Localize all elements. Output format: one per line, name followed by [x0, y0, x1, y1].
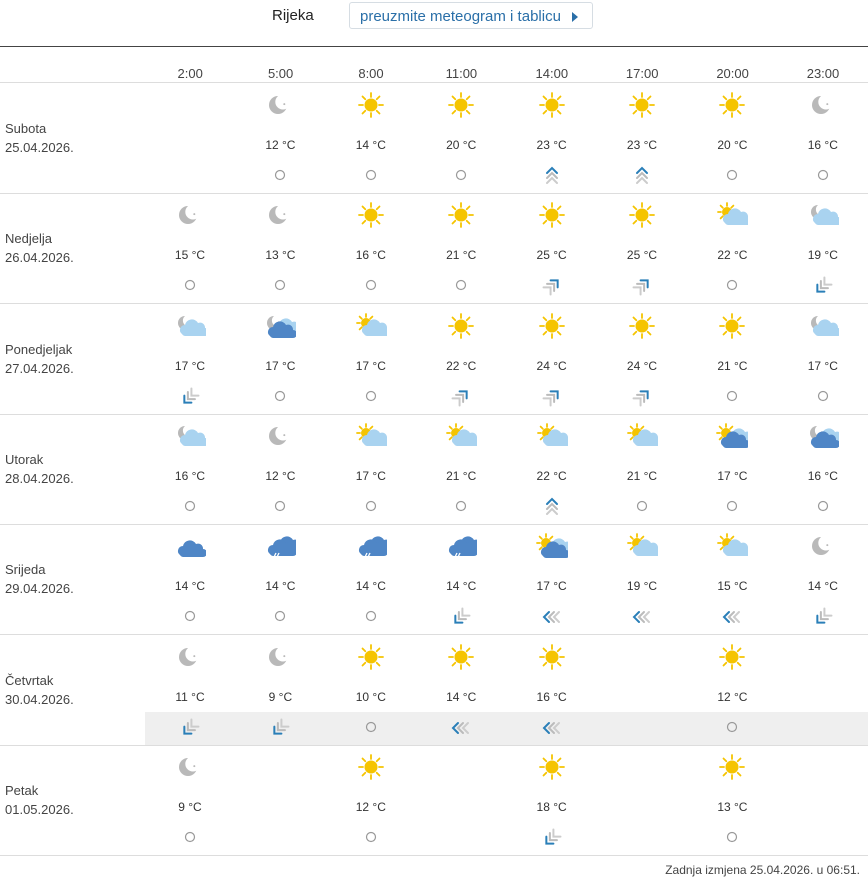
temperature: 9 °C — [268, 689, 293, 704]
wind-southwest-icon — [451, 387, 471, 407]
calm-icon — [361, 828, 381, 848]
sun-icon — [445, 643, 477, 671]
city-name: Rijeka — [272, 7, 314, 24]
forecast-cell — [507, 635, 597, 745]
moon-icon — [264, 643, 296, 671]
sun-icon — [355, 643, 387, 671]
temperature: 24 °C — [626, 358, 658, 373]
temperature: 25 °C — [536, 248, 567, 263]
forecast-cell — [145, 193, 235, 303]
calm-icon — [722, 166, 742, 186]
day-row — [0, 414, 868, 525]
hours-header — [0, 47, 868, 83]
sun-icon — [716, 91, 748, 119]
calm-icon — [270, 607, 290, 627]
sun-cloud-icon — [536, 422, 568, 450]
calm-icon — [361, 387, 381, 407]
day-date: 26.04.2026. — [5, 250, 74, 266]
calm-icon — [722, 276, 742, 296]
forecast-cell — [326, 635, 416, 745]
forecast-cell — [416, 524, 506, 634]
forecast-cell — [778, 524, 868, 634]
forecast-cell — [778, 414, 868, 524]
forecast-cell — [507, 414, 597, 524]
sun-icon — [626, 312, 658, 340]
sun-icon — [536, 643, 568, 671]
temperature: 17 °C — [355, 468, 386, 483]
temperature: 12 °C — [265, 138, 296, 152]
calm-icon — [180, 276, 200, 296]
forecast-cell — [145, 414, 235, 524]
moon-icon — [807, 532, 839, 560]
forecast-cell — [687, 304, 777, 414]
temperature: 14 °C — [446, 579, 477, 594]
wind-south-icon — [542, 166, 562, 186]
moon-icon — [174, 753, 206, 781]
sun-cloud-icon — [626, 532, 658, 560]
temperature: 16 °C — [355, 248, 386, 263]
forecast-cell — [597, 524, 687, 634]
temperature: 19 °C — [626, 579, 658, 594]
wind-south-icon — [632, 166, 652, 186]
day-name: Četvrtak — [5, 672, 54, 688]
calm-icon — [180, 828, 200, 848]
top-bar — [0, 0, 868, 47]
temperature: 21 °C — [446, 468, 477, 483]
forecast-cell — [326, 524, 416, 634]
temperature: 14 °C — [355, 138, 386, 152]
day-row — [0, 524, 868, 635]
sun-cloud-icon — [355, 312, 387, 340]
wind-southwest-icon — [632, 387, 652, 407]
temperature: 17 °C — [807, 358, 838, 373]
wind-southwest-icon — [542, 276, 562, 296]
sun-icon — [355, 91, 387, 119]
hour-label: 5:00 — [267, 66, 294, 81]
forecast-cell — [235, 304, 325, 414]
forecast-cell — [235, 83, 325, 193]
forecast-cell — [507, 193, 597, 303]
sun-icon — [536, 753, 568, 781]
calm-icon — [722, 828, 742, 848]
day-date: 25.04.2026. — [5, 140, 74, 155]
temperature: 14 °C — [265, 579, 296, 594]
sun-cloud-icon — [716, 532, 748, 560]
sun-icon — [355, 753, 387, 781]
moon-cloud-icon — [807, 312, 839, 340]
calm-icon — [180, 497, 200, 517]
sun-dark-cloud-icon — [716, 422, 748, 450]
temperature: 14 °C — [446, 689, 477, 704]
forecast-cell — [507, 83, 597, 193]
wind-east-icon — [542, 718, 562, 738]
moon-cloud-icon — [174, 422, 206, 450]
forecast-cell — [778, 83, 868, 193]
last-updated: Zadnja izmjena 25.04.2026. u 06:51. — [665, 863, 860, 877]
calm-icon — [270, 166, 290, 186]
day-date: 01.05.2026. — [5, 801, 74, 817]
wind-northeast-icon — [180, 387, 200, 407]
calm-icon — [813, 387, 833, 407]
forecast-cell — [326, 745, 416, 855]
forecast-cell — [687, 745, 777, 855]
temperature: 23 °C — [626, 138, 658, 152]
day-name: Ponedjeljak — [5, 341, 73, 357]
forecast-cell — [235, 414, 325, 524]
calm-icon — [361, 607, 381, 627]
forecast-cell — [597, 414, 687, 524]
day-name: Subota — [5, 121, 47, 136]
wind-east-icon — [542, 607, 562, 627]
forecast-cell — [687, 635, 777, 745]
day-date: 27.04.2026. — [5, 360, 74, 376]
rain-cloud-icon — [445, 532, 477, 560]
moon-icon — [174, 643, 206, 671]
day-date: 29.04.2026. — [5, 581, 74, 597]
meteogram-button[interactable] — [349, 2, 593, 29]
temperature: 17 °C — [536, 579, 567, 594]
forecast-cell — [687, 193, 777, 303]
calm-icon — [813, 497, 833, 517]
dark-cloud-icon — [174, 532, 206, 560]
sun-icon — [355, 201, 387, 229]
sun-icon — [626, 91, 658, 119]
sun-icon — [536, 201, 568, 229]
forecast-cell — [507, 524, 597, 634]
calm-icon — [361, 276, 381, 296]
calm-icon — [451, 497, 471, 517]
temperature: 10 °C — [355, 689, 386, 704]
rain-cloud-icon — [355, 532, 387, 560]
temperature: 20 °C — [717, 138, 748, 152]
calm-icon — [632, 497, 652, 517]
temperature: 20 °C — [446, 138, 477, 152]
day-row — [0, 193, 868, 304]
sun-cloud-icon — [445, 422, 477, 450]
temperature: 24 °C — [536, 358, 567, 373]
temperature: 15 °C — [717, 579, 748, 594]
caret-right-icon — [572, 12, 578, 22]
forecast-cell — [778, 304, 868, 414]
temperature: 21 °C — [626, 468, 658, 483]
rain-cloud-icon — [264, 532, 296, 560]
temperature: 22 °C — [536, 468, 567, 483]
sun-dark-cloud-icon — [536, 532, 568, 560]
temperature: 18 °C — [536, 799, 567, 814]
day-date: 28.04.2026. — [5, 470, 74, 486]
wind-southwest-icon — [542, 387, 562, 407]
temperature: 19 °C — [807, 248, 838, 263]
temperature: 13 °C — [265, 248, 296, 263]
forecast-cell — [597, 193, 687, 303]
meteogram-button-label: preuzmite meteogram i tablicu — [360, 8, 561, 25]
calm-icon — [722, 718, 742, 738]
sun-icon — [716, 643, 748, 671]
temperature: 17 °C — [355, 358, 386, 373]
day-date: 30.04.2026. — [5, 691, 74, 707]
day-name: Utorak — [5, 451, 44, 467]
temperature: 22 °C — [717, 248, 748, 263]
wind-east-icon — [722, 607, 742, 627]
moon-icon — [264, 201, 296, 229]
calm-icon — [361, 497, 381, 517]
sun-icon — [716, 312, 748, 340]
day-row — [0, 745, 868, 856]
hour-label: 14:00 — [535, 66, 569, 81]
calm-icon — [270, 387, 290, 407]
calm-icon — [361, 166, 381, 186]
forecast-cell — [597, 304, 687, 414]
forecast-cell — [416, 414, 506, 524]
day-name: Petak — [5, 782, 39, 798]
wind-northeast-icon — [813, 276, 833, 296]
temperature: 16 °C — [807, 138, 838, 152]
forecast-cell — [416, 83, 506, 193]
forecast-cell — [145, 524, 235, 634]
day-name: Nedjelja — [5, 231, 52, 247]
wind-south-icon — [542, 497, 562, 517]
temperature: 12 °C — [717, 689, 748, 704]
calm-icon — [180, 607, 200, 627]
temperature: 12 °C — [355, 799, 386, 814]
forecast-cell — [235, 524, 325, 634]
temperature: 12 °C — [265, 468, 296, 483]
forecast-cell — [416, 193, 506, 303]
sun-icon — [536, 91, 568, 119]
day-row — [0, 304, 868, 415]
wind-east-icon — [451, 718, 471, 738]
hour-label: 20:00 — [716, 66, 749, 81]
calm-icon — [722, 497, 742, 517]
temperature: 14 °C — [807, 579, 838, 594]
calm-icon — [361, 718, 381, 738]
forecast-cell — [507, 304, 597, 414]
day-row — [0, 635, 868, 746]
forecast-cell — [326, 83, 416, 193]
forecast-cell — [326, 193, 416, 303]
temperature: 13 °C — [717, 799, 748, 814]
temperature: 11 °C — [175, 689, 205, 704]
sun-icon — [536, 312, 568, 340]
calm-icon — [270, 276, 290, 296]
temperature: 21 °C — [446, 248, 477, 263]
forecast-cell — [145, 635, 235, 745]
temperature: 14 °C — [174, 579, 206, 594]
hour-label: 8:00 — [358, 66, 384, 81]
calm-icon — [451, 276, 471, 296]
forecast-cell — [416, 635, 506, 745]
sun-icon — [445, 312, 477, 340]
temperature: 17 °C — [265, 358, 296, 373]
sun-cloud-icon — [355, 422, 387, 450]
calm-icon — [451, 166, 471, 186]
wind-northeast-icon — [542, 828, 562, 848]
moon-dark-cloud-icon — [264, 312, 296, 340]
calm-icon — [813, 166, 833, 186]
temperature: 21 °C — [717, 358, 748, 373]
forecast-cell — [687, 83, 777, 193]
temperature: 17 °C — [174, 358, 206, 373]
moon-icon — [807, 91, 839, 119]
sun-icon — [716, 753, 748, 781]
sun-icon — [626, 201, 658, 229]
hour-label: 2:00 — [177, 66, 203, 81]
forecast-cell — [687, 524, 777, 634]
moon-cloud-icon — [807, 201, 839, 229]
forecast-cell — [326, 304, 416, 414]
temperature: 16 °C — [536, 689, 567, 704]
temperature: 9 °C — [178, 799, 202, 814]
temperature: 16 °C — [807, 468, 838, 483]
wind-east-icon — [632, 607, 652, 627]
forecast-cell — [778, 193, 868, 303]
hour-label: 23:00 — [806, 66, 840, 81]
forecast-cell — [597, 83, 687, 193]
moon-icon — [264, 422, 296, 450]
calm-icon — [722, 387, 742, 407]
temperature: 14 °C — [355, 579, 386, 594]
calm-icon — [270, 497, 290, 517]
sun-icon — [445, 201, 477, 229]
forecast-cell — [507, 745, 597, 855]
forecast-cell — [145, 304, 235, 414]
temperature: 15 °C — [174, 248, 206, 263]
hour-label: 11:00 — [445, 66, 478, 81]
temperature: 17 °C — [717, 468, 748, 483]
day-row — [0, 83, 868, 194]
temperature: 25 °C — [626, 248, 658, 263]
temperature: 16 °C — [174, 468, 206, 483]
temperature: 23 °C — [536, 138, 567, 152]
wind-northeast-icon — [270, 718, 290, 738]
wind-southwest-icon — [632, 276, 652, 296]
sun-cloud-icon — [626, 422, 658, 450]
forecast-cell — [145, 745, 235, 855]
forecast-cell — [326, 414, 416, 524]
wind-northeast-icon — [813, 607, 833, 627]
forecast-cell — [235, 635, 325, 745]
temperature: 22 °C — [446, 358, 477, 373]
hour-label: 17:00 — [625, 66, 659, 81]
sun-cloud-icon — [716, 201, 748, 229]
forecast-cell — [416, 304, 506, 414]
day-name: Srijeda — [5, 562, 46, 578]
wind-northeast-icon — [451, 607, 471, 627]
forecast-cell — [687, 414, 777, 524]
moon-cloud-icon — [174, 312, 206, 340]
forecast-cell — [235, 193, 325, 303]
wind-northeast-icon — [180, 718, 200, 738]
moon-icon — [264, 91, 296, 119]
sun-icon — [445, 91, 477, 119]
moon-dark-cloud-icon — [807, 422, 839, 450]
moon-icon — [174, 201, 206, 229]
